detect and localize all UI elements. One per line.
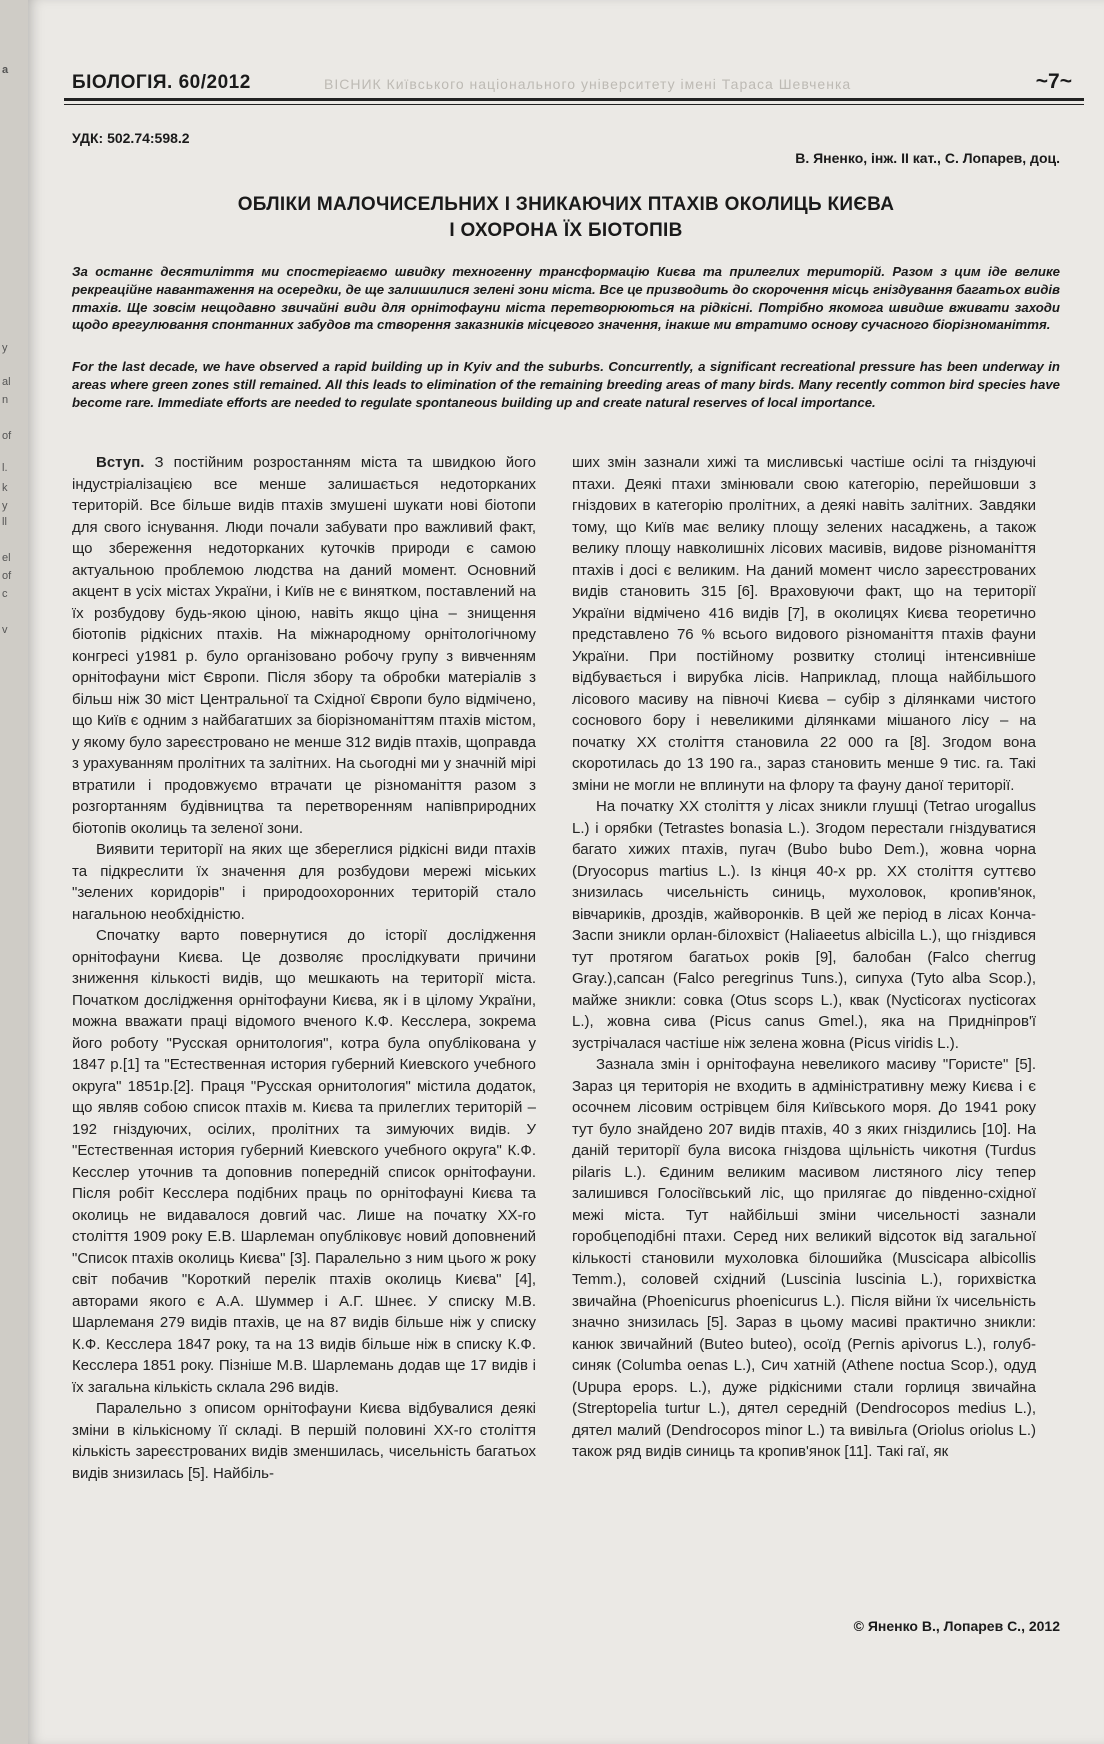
- journal-title: БІОЛОГІЯ. 60/2012: [72, 72, 251, 93]
- prev-page-fragment: al: [2, 376, 11, 388]
- paragraph: Паралельно з описом орнітофауни Києва відбувалися деякі зміни в кількісному її складі. В першій половині ХХ-го століття кількість зареєстрованих видів зменшилась, чисельність багатьох видів знизилась [5]. Найбіль-: [72, 1400, 536, 1482]
- prev-page-fragment: of: [2, 430, 12, 442]
- bleed-through-running-head: ВІСНИК Київського національного університету імені Тараса Шевченка: [324, 76, 852, 92]
- abstract-ukrainian: За останнє десятиліття ми спостерігаємо швидку техногенну трансформацію Києва та прилеглих територій. Разом з цим іде велике рекреаційне навантаження на осередки, де ще залишилися зелені зони міста. Все це призводить до скорочення місць гніздування багатьох видів птахів. Ще зовсім нещодавно звичайні види для орнітофауни міста перетворюються на рідкісні. Потрібно якомога швидше вживати заходи щодо врегулювання спонтанних забудов та створення заказників місцевого значення, інакше ми втратимо основу сучасного біорізноманіття.: [72, 264, 1060, 333]
- paragraph: Спочатку варто повернутися до історії дослідження орнітофауни Києва. Це дозволяє прослідкувати причини зниження кількості видів, що мешкають на території міста. Початком дослідження орнітофауни Києва, як і в цілому України, можна вважати праці відомого вченого К.Ф. Кесслера, зокрема його роботу "Русская орнитология", котра була опублікована у 1847 р.[1] та "Естественная история губерний Киевского учебного округа" 1851р.[2]. Праця "Русская орнитология" містила додаток, що являв собою список птахів м. Києва та прилеглих територій – 192 гніздуючих, осілих, пролітних та зимуючих видів. У "Естественная история губерний Киевского учебного округа" К.Ф. Кесслер уточнив та доповнив попередній список орнітофауни. Після робіт Кесслера подібних праць по орнітофауні Києва та околиць не видавалося довгий час. Лише на початку ХХ-го століття 1909 року Е.В. Шарлеман опубліковує новий доповнений "Список птахів околиць Києва" [3]. Паралельно з ним цього ж року світ побачив "Короткий перелік птахів околиць Києва" [4], авторами якого є А.А. Шуммер і А.Г. Шнеє. У списку М.В. Шарлеманя 279 видів птахів, це на 87 видів більше ніж у списку К.Ф. Кесслера 1847 року, та на 13 видів більше ніж в списку К.Ф. Кесслера 1851 року. Пізніше М.В. Шарлемань додав ще 17 видів і їх загальна кількість склала 296 видів.: [72, 927, 536, 1396]
- abstract-english: For the last decade, we have observed a rapid building up in Kyiv and the suburbs. Concurrently, a significant recreational pressure has been underway in areas where green zones still remained. All this leads to elimination of the remaining breeding areas of many birds. Many recently common bird species have become rare. Immediate efforts are needed to regulate spontaneous building up and create natural reserves of local importance.: [72, 359, 1060, 410]
- header-rule-thick: [64, 98, 1084, 101]
- left-column: [72, 452, 536, 1484]
- prev-page-fragment: k: [2, 482, 8, 494]
- header-rule-thin: [64, 104, 1084, 105]
- intro-lead: Вступ.: [96, 454, 145, 471]
- paragraph: На початку ХХ століття у лісах зникли глушці (Tetrao urogallus L.) і орябки (Tetrastes bonasia L.). Згодом перестали гніздуватися багато хижих птахів, пугач (Bubo bubo Dem.), жовна чорна (Dryocopus martius L.). Із кінця 40-х рр. ХХ століття суттєво знизилась чисельність синиць, мухоловок, кропив'янок, вівчариків, дроздів, жайворонків. В цей же період в лісах Конча-Заспи зникли орлан-білохвіст (Haliaeetus albicilla L.), що гніздився тут протягом багатьох років [9], балобан (Falco cherrug Gray.),сапсан (Falco peregrinus Tuns.), сипуха (Tyto alba Scop.), майже зникли: совка (Otus scops L.), квак (Nycticorax nycticorax L.), жовна сива (Picus canus Gmel.), яка на Придніпров'ї зустрічалася частіше ніж зелена жовна (Picus viridis L.).: [572, 798, 1036, 1052]
- prev-page-fragment: у: [2, 342, 8, 354]
- udc-code: УДК: 502.74:598.2: [72, 130, 190, 146]
- prev-page-fragment: ll: [2, 516, 7, 528]
- intro-text: З постійним розростанням міста та швидкою його індустріалізацією все менше залишається недоторканих територій. Все більше видів птахів змушені шукати нові біотопи для свого існування. Люди почали забувати про важливий факт, що збереження недоторканих куточків природи є самою актуальною проблемою людства на даний момент. Основний акцент в усіх містах України, і Київ не є винятком, поставлений на їх розбудову будь-якою ціною, навіть якщо ціна – знищення біотопів рідкісних птахів. На міжнародному орнітологічному конгресі у1981 р. було організовано робочу групу з вивченням орнітофауни міст Європи. Після збору та обробки матеріалів з більш ніж 30 міст Центральної та Східної Європи було відмічено, що Київ є одним з найбагатших за біорізноманіттям птахів містом, у якому було зареєстровано не менше 312 видів птахів, щоправда з урахуванням пролітних та залітних. На сьогодні ми у значній мірі втратили і продовжуємо втрачати це різноманіття разом з розгортанням будівництва та перетворенням напівприродних біотопів околиць та зеленої зони.: [72, 454, 536, 837]
- prev-page-fragment: el: [2, 552, 11, 564]
- prev-page-fragment: а: [2, 64, 9, 76]
- running-header: [64, 64, 1084, 100]
- prev-page-fragment: of: [2, 570, 12, 582]
- prev-page-fragment: v: [2, 624, 8, 636]
- paragraph-continued: ших змін зазнали хижі та мисливські частіше осілі та гніздуючі птахи. Деякі птахи змінювали свою категорію, перейшовши з гніздових в категорію пролітних, а деякі навіть залітних. Завдяки тому, що Київ має велику площу зелених насаджень, а також велику площу навколишніх лісових масивів, видове різноманіття птахів і досі є великим. На даний момент число зареєстрованих видів становить 315 [6]. Враховуючи факт, що на території України відмічено 416 видів [7], в околицях Києва теоретично представлено 76 % всього видового різноманіття птахів фауни України. При постійному розвитку столиці інтенсивніше відбувається і вирубка лісів. Наприклад, площа найбільшого лісового масиву на півночі Києва – субір з ділянками чистого соснового бору і невеликими ділянками мішаного лісу – на початку ХХ століття становила 22 000 га [8]. Згодом вона скоротилась до 13 190 га., зараз становить менше 9 тис. га. Такі зміни не могли не вплинути на флору та фауну даної території.: [572, 454, 1036, 794]
- prev-page-fragment: y: [2, 500, 8, 512]
- journal-page: [28, 0, 1104, 1744]
- title-line-2: І ОХОРОНА ЇХ БІОТОПІВ: [449, 220, 683, 241]
- page-number: ~7~: [1035, 70, 1072, 93]
- prev-page-fragment: n: [2, 394, 9, 406]
- paragraph: Виявити території на яких ще збереглися рідкісні види птахів та підкреслити їх значення для розбудови мережі міських "зелених коридорів" і природоохоронних територій стало нагальною необхідністю.: [72, 841, 536, 923]
- prev-page-fragment: c: [2, 588, 8, 600]
- paragraph-intro: [72, 452, 536, 839]
- copyright-notice: © Яненко В., Лопарев С., 2012: [853, 1618, 1060, 1634]
- previous-page-edge: [0, 0, 29, 1744]
- paragraph: Зазнала змін і орнітофауна невеликого масиву "Гористе" [5]. Зараз ця територія не входить в адміністративну межу Києва і є осочнем лісовим острівцем біля Київського моря. До 1941 року тут було знайдено 207 видів птахів, 40 з яких гніздились [10]. На даній території була висока гніздова щільність чикотня (Turdus pilaris L.). Єдиним великим масивом листяного лісу тепер залишився Голосіївський ліс, що прилягає до південно-східної межі міста. Тут найбільші зміни чисельності зазнали горобцеподібні птахи. Серед них великий відсоток від загальної кількості становили мухоловка білошийка (Muscicapa albicollis Temm.), соловей східний (Luscinia luscinia L.), горихвістка звичайна (Phoenicurus phoenicurus L.). Після війни їх чисельність значно знизилась [5]. Зараз в цьому масиві практично зникли: канюк звичайний (Buteo buteo), осоїд (Pernis apivorus L.), голуб-синяк (Columba oenas L.), Сич хатній (Athene noctua Scop.), одуд (Upupa epops. L.), дуже рідкісними стали горлиця звичайна (Streptopelia turtur L.), дятел середній (Dendrocopos medius L.), дятел малий (Dendrocopos minor L.) та вивільга (Oriolus oriolus L.) також ряд видів синиць та кропив'янок [11]. Такі гаї, як: [572, 1056, 1036, 1460]
- authors-line: В. Яненко, інж. II кат., С. Лопарев, доц.: [795, 150, 1060, 166]
- article-title: [88, 192, 1044, 244]
- right-column: [572, 452, 1036, 1463]
- title-line-1: ОБЛІКИ МАЛОЧИСЕЛЬНИХ І ЗНИКАЮЧИХ ПТАХІВ ОКОЛИЦЬ КИЄВА: [237, 194, 895, 215]
- prev-page-fragment: l.: [2, 462, 8, 474]
